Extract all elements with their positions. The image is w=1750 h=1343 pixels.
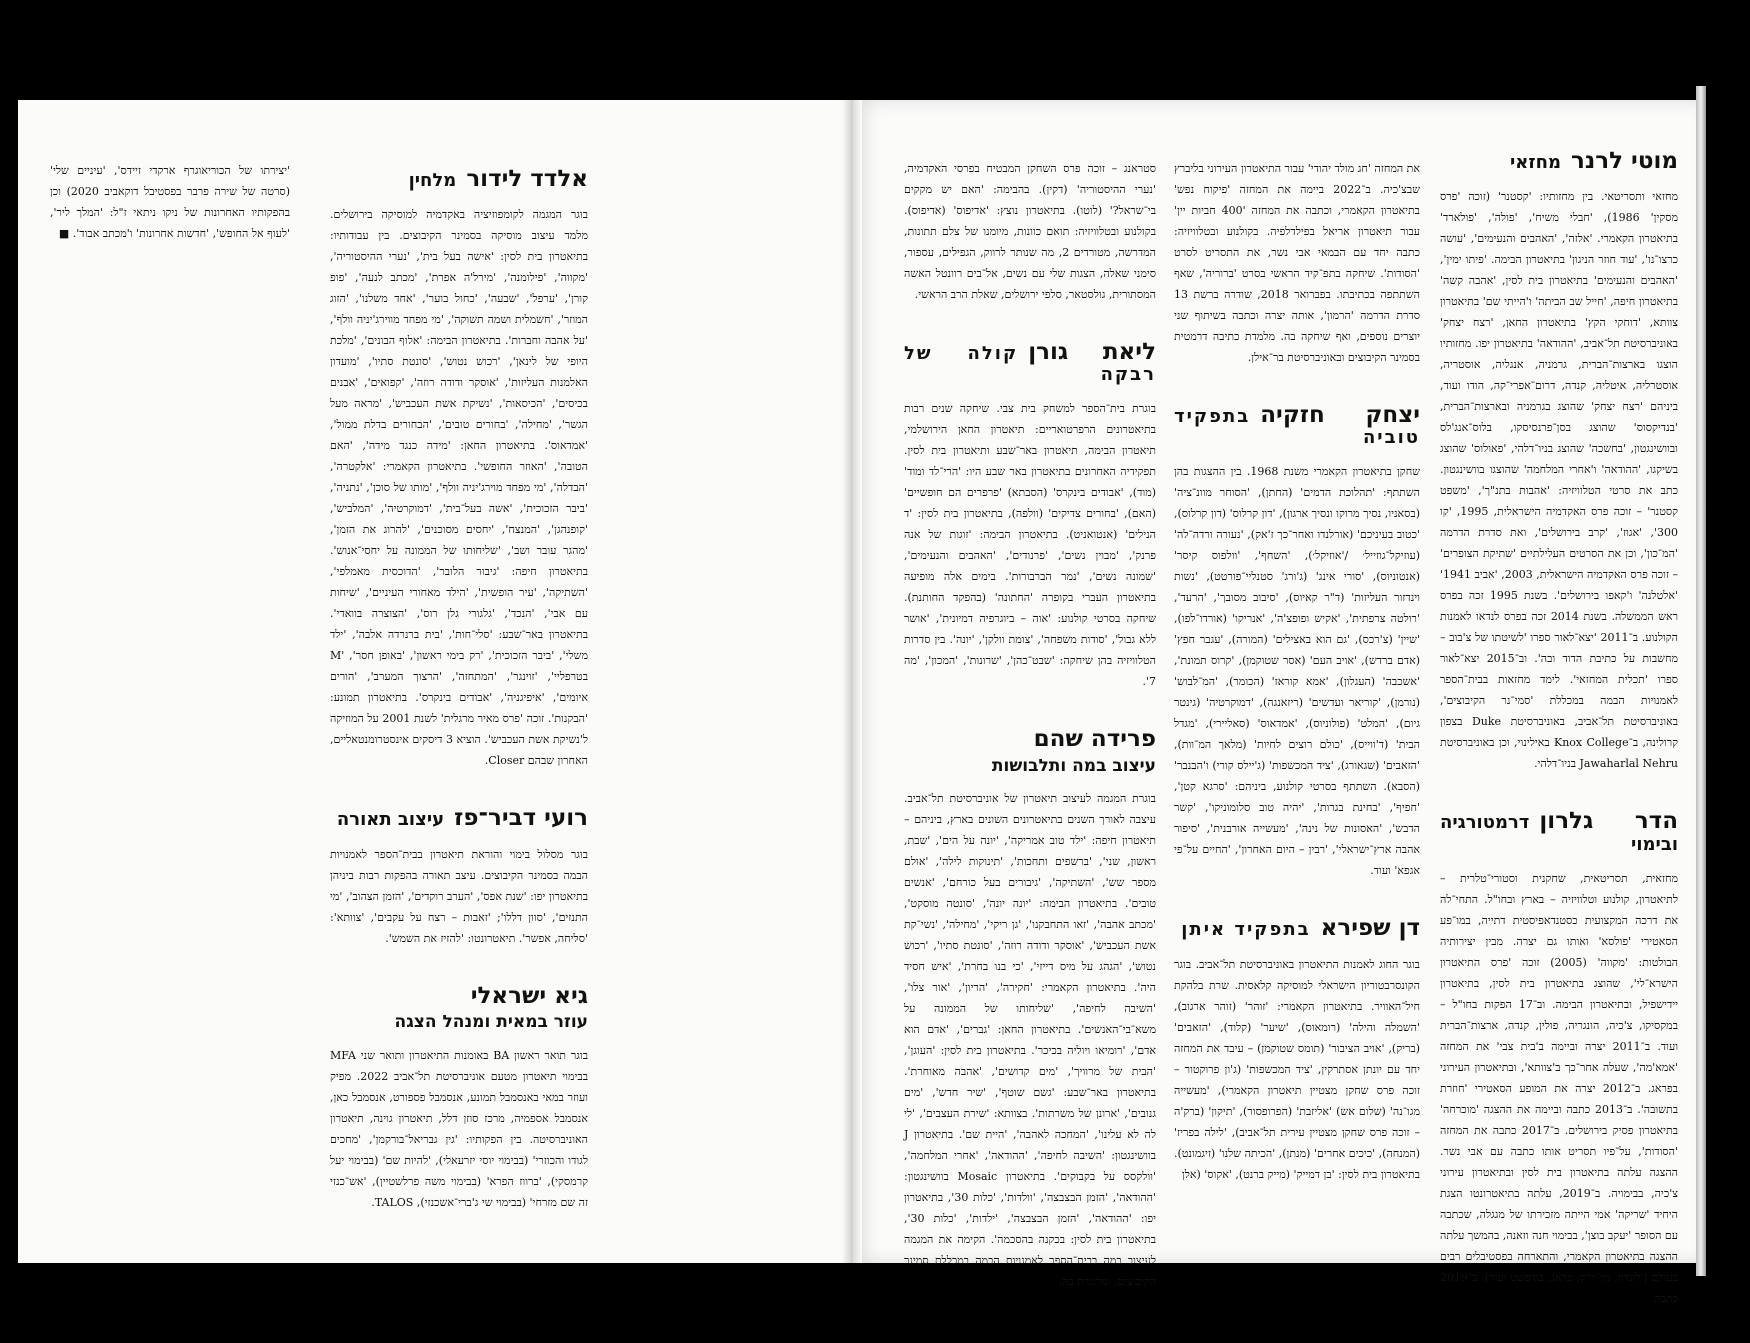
bio-text: בוגרת בית־הספר למשחק בית צבי. שיחקה שנים רבות בתיאטרונים הרפרטואריים: תיאטרון החאן הירושלמי, תיאטרון הבימה, תיאטרון באר־שבע ותיאטרון בית לסין. תפקידיה האחרונים בתיאטרון באר שבע היו: 'הרי־לד ומוד' (מוד), 'אבודים בינקרס' (הסבתא) 'פרפרים הם חופשיים' (האם), 'בחורים צדיקים' (וולפה), בתיאטרון בית לסין: 'ד הנילים' (אנטואניט). בתיאטרון הבימה: 'זוגות של אנה פרנק', 'מבוין נשים', 'פרנודים', 'האהבים והנעימים', 'שמונה נשים', 'נמר הברבורות'. בימים אלה מופיעה בתיאטרון העברי בקופרה 'החתונה' (בהפקד החותנת). שיחקה בסרטי קולנוע: 'אוה – ביוגרפיה דמיונית', 'אושר ללא גבול', 'סודות משפחה', 'צומת וולקן', 'יונה'. בין סדרות הטלוויזיה בהן שיחקה: 'שבט־כהן', 'שרונות', 'המכון', 'מה 7'. bbox=[904, 402, 1156, 689]
right-page-left-column bbox=[904, 158, 1156, 1326]
bio-role: קולה של רבקה bbox=[904, 343, 1156, 386]
bio-role: מלחין bbox=[408, 170, 457, 191]
bio-section bbox=[1440, 148, 1678, 774]
bio-text: בוגרת המגמה לעיצוב תיאטרון של אוניברסיטת תל־אביב. עיצבה לאורך השנים בתיאטרונים השונים בארץ, ביניהם – תיאטרון חיפה: 'ילד טוב אמריקה', 'יונה על הים', 'שבת, ראשון, שני', 'ברשפים ותחכות', 'תינוקות לילה', 'אולם מספר שש', 'השתיקה', 'גיבורים בעל כורחם', 'אנשים טובים'. בתיאטרון הבימה: 'יונה יונה', 'סונטה מוסקט', 'מכתב אהבה', 'זאו התחבקנו', 'גן ריקי', 'מחילה', 'נשי־קת אשת העכביש', 'אוסקר ודודה רוזה', 'סונטת סתיו', 'רכוש נטוש', 'הגהג על מיס דייזי', 'כי בנו בחרת', 'איש חסיד היה'. בתיאטרון הקאמרי: 'חקירה', 'הריון', 'אור צלו', 'השיבה לחיפה', 'שליחותו של הממונה על משא־בי־האנשים'. בתיאטרון החאן: 'גברים', 'אדם הוא אדם', 'רומיאו ויוליה בכיכר'. בתיאטרון בית לסין: 'העוגן', 'הבית של מרוויך', 'מים קדושים', 'אהבה מאוחרת'. בתיאטרון באר־שבע: 'גשם שוטף', 'שיר חדש', 'מים גנובים', 'ארונן של משרתות'. בצוותא: 'שירת העצבים', 'לי לה לא עלינו', 'המחכה לאהבה', 'היית שם'. בתיאטרון J בוושינגטון: 'השיבה לחיפה', 'ההודאה', 'אחרי המלחמה', 'וולקסס על בקבוקים'. בתיאטרון Mosaic בוושינגטון: 'ההודאה', 'הזמן הבצבצה', 'וולדות', 'כלות 30', בתיאטרון יפו: 'ההודאה', 'הזמן הבצבצה', 'ילדות', 'כלות 30', בתיאטרון בית לסין: בכקנה בהסכמה'. הקימה את המגמה לעיצוב במה בבית־הספר לאמנויות הבמה במכללת סמינר הקיבוצים, ומלמדת בה. bbox=[904, 792, 1156, 1289]
bio-name: רועי דביר־פז bbox=[454, 805, 588, 832]
bio-name: הדר גלרון bbox=[1539, 808, 1678, 835]
continued-section bbox=[1174, 158, 1420, 368]
bio-section bbox=[330, 983, 588, 1213]
continued-section bbox=[904, 158, 1156, 305]
bio-subtitle: עיצוב במה ותלבושות bbox=[991, 755, 1156, 776]
bio-role: מחזאי bbox=[1510, 152, 1562, 173]
bio-role: דרמטורגיה ובימוי bbox=[1440, 812, 1678, 855]
bio-name: פרידה שהם bbox=[1033, 726, 1156, 753]
bio-name: ליאת גורן bbox=[1028, 339, 1156, 365]
left-page-right-column bbox=[330, 166, 588, 1247]
bio-name: דן שפירא bbox=[1320, 915, 1420, 942]
bio-text: בוגר המגמה לקומפוזיציה באקדמיה למוסיקה בירושלים. מלמד עיצוב מוסיקה בסמינר הקיבוצים. בין עבודותיו: בתיאטרון בית לסין: 'אישה בעל בית', 'נערי ההיסטוריה', 'מקווה', 'פילומנה', 'מירל'ה אפרת', 'מכתב לנעה', 'פופ קורן', 'ערפל', 'שבעה', 'כחול בוער', 'אחד משלנו', 'הזוג המוזר', 'חשמלית ושמה תשוקה', 'מי מפחד מווירג'יניה וולף', 'על אהבה וחברות'. בתיאטרון הבימה: 'אלוף הבונים', 'מלכת היופי של לינאן', 'רכוש נטוש', 'סונטת סתיו', 'מועדון האלמנות העליזות', 'אוסקר ודודה רוזה', 'קפואים', 'אבנים בכיסים', 'הכיסאות', 'נשיקת אשת העכביש', 'מראה מעל הגשר', 'מחילה', 'בחורים טובים', 'הבחורים בדלת ממול', 'אמדאוס'. בתיאטרון החאן: 'מידה כנגד מידה', 'האם הטובה', 'האוזר החופשי'. בתיאטרון הקאמרי: 'אלקטרה', 'הבדלה', 'מי מפחד מוירג'יניה וולף', 'מותו של סוכן', 'נתניה', 'ביבר הזכוכית', 'אשה בעל־בית', 'דמוקרטיה', 'המלביש', 'קופנהגן', 'המנצח', 'יחסים מסוכנים', 'להרוג את הזמן', 'מהגר עובר ושב', 'שליחותו של הממונה על יחסי־אנוש'. בתיאטרון חיפה: 'גיבור הלובר', 'הדוכסית מאמלפי', 'השתיקה', 'עיר הופשית', 'הילד מאחורי העיניים', 'שיחות עם אבי', 'הנכד', 'גלגורי גלן רוס', 'הצוצרה בוואדי'. בתיאטרון באר־שבע: 'סלי־חות', 'בית ברנרדה אלבה', 'ילד משלי', 'ביבר הזכוכית', 'רק בימי ראשון', 'באופן חסר', 'M בטרפליי', 'זוינגר', 'המתחזה', 'הרצוך המערב', 'הורים איומים', 'איפיגניה', 'אבודים בינקרס'. בתיאטרון תמונע: 'הבקנות'. זוכה 'פרס מאיר מרגלית' לשנת 2001 על המוזיקה ל'נשיקת אשת העכביש'. הוציא 3 דיסקים אינסטרומנטאליים, האחרון שבהם Closer. bbox=[330, 208, 588, 768]
right-page-right-column bbox=[1440, 148, 1678, 1343]
bio-role: בתפקיד איתן bbox=[1181, 919, 1311, 941]
bio-text: מחזאי ותסריטאי. בין מחזותיו: 'קסטנר' (זוכה 'פרס מסקין' 1986), 'חבלי משיח', 'פולה', 'פולארד' בתיאטרון הקאמרי. 'אלזה', 'האהבים והנעימים', 'עושה כרצו־נו', 'עוד חוזר הניגון' בתיאטרון הבימה. 'פיתו ימין', 'האהבים והנעימים' בתיאטרון בית לסין, 'אהבה קשה' בתיאטרון חיפה, 'חייל שב הביתה' ו'הייתי שם' בתיאטרון צוותא, 'דוחקי הקץ' בתיאטרון החאן, 'רצח יצחק' באוניברסיטת תל־אביב, 'ההודאה' בתיאטרון יפו. מחזותיו הוצגו בארצות־הברית, גרמניה, אנגליה, אוסטריה, אוסטרליה, איטליה, קנדה, דרום־אפרי־קה, הודו ועוד, ביניהם 'רצח יצחק' שהוצג בגרמניה ובארצות־הברית, 'בנדיקסוס' שהוצג בסן־פרנסיסקו, בלוס־אנג'לס ובוושינגטון, 'בחשכה' שהוצג בניו־דלהי, 'פאולוס' שהוצג בשיקגו, 'ההודאה' ו'אחרי המלחמה' שהוצגו בוושינגטון. כתב את סרטי הטלוויזיה: 'אהבות בתנ"ך', 'משפט קסטנר' – זוכה פרס האקדמיה הישראלית, 1995, 'קו 300', 'אגוז', 'קרב בירושלים', ואת סדרת הדרמה 'המ־כון', וכן את הסרטים העלילתיים 'שתיקת הצופרים' – זוכה פרס האקדמיה הישראלית, 2003, 'אביב 1941' 'אלטלנה' ו'קאפו בירושלים'. בשנת 1995 זכה בפרס ראש הממשלה. בשנת 2014 זכה בפרס לנדאו לאמנות הקולנוע. ב־2011 'יצא־לאור ספרו 'לשיטתו של צ'בוב – מחשבות על כתיבת הדוד ובה'. וב־2015 יצא־לאור ספרו 'תכלית המחזאי'. לימד מחזאות בבית־הספר לאמנויות הבמה במכללת 'סמי־נר הקיבוצים', באוניברסיטת תל־אביב, באוניברסיטת Duke בצפון קרולינה, ב־Knox College באילינוי, וכן באוניברסיטת Jawaharlal Nehru בניו־דלהי. bbox=[1440, 190, 1679, 771]
bio-section bbox=[330, 166, 588, 771]
continued-text: את המחזה 'חג מולד יהודי' עבור התיאטרון העירוני בליברץ שבצ'כיה. ב־2022 ביימה את המחזה 'פיקוח נפש' בתיאטרון הקאמרי, וכתבה את המחזה '400 חביות יין' עבור תיאטרון אריאל בפילדלפיה. בקולנוע ובטלוויזיה: כתבה יחד עם הבמאי אבי נשר, את התסריט לסרט 'הסודות'. שיחקה בתפ־קיד הראשי בסרט 'ברוריה', שאף השתתפה בכתיבתו. בפברואר 2018, שודרה ברשת 13 סדרת הדרמה 'הרמון', אותה יצרה וכתבה בשיתוף שני יוצרים נוספים, ואף שיחקה בה. מלמדת כתיבה דרמטית בסמינר הקיבוצים ובאוניברסיטת בר־אילן. bbox=[1173, 162, 1421, 364]
bio-subtitle: עוזר במאית ומנהל הצגה bbox=[394, 1012, 588, 1033]
bio-role: עיצוב תאורה bbox=[336, 809, 445, 831]
bio-text: בוגר מסלול בימוי והוראת תיאטרון בבית־הספר לאמנויות הבמה בסמינר הקיבוצים. עיצב תאורה בהפקות רבות ביניהן בתיאטרון יפו: 'שנת אפס', 'הערב רוקדים', 'הזמן הצהוב', 'מי התנזים', 'סוון דללו'; 'זאבות – רצח על עקבים', 'צוותא': 'סליחה, אפשר'. תיאטרונטו: 'להזיז את השמש'. bbox=[330, 847, 588, 945]
continued-text: 'יצירתו של הכוריאוגרף ארקדי זיידס', 'עיניים שלי' (סרטה של שירה פרבר בפסטיבל דוקאביב 2020) וכן בהפקותיו האחרונות של ניקו ניתאי ז"ל: 'המלך ליר', 'לעוף אל החופש', 'חדשות אחרונות' ו'מכתב אבוד'. ■ bbox=[50, 164, 290, 240]
bio-section bbox=[1174, 915, 1420, 1184]
bio-name: גיא ישראלי bbox=[470, 982, 588, 1009]
bio-section bbox=[330, 805, 588, 948]
bio-text: בוגר תואר ראשון BA באומנות התיאטרון ותואר שני MFA בבימוי תיאטרון מטעם אוניברסיטת תל־אביב 2022. מפיק ועוזר במאי באנסמבל תמונע, אנסמבל פספורט, אנסמבל כאן, אנסמבל אספמיה, מרכז סוזן דלל, תיאטרון גוינה, תיאטרון האוניברסיטה. בין הפקותיו: 'גין גבריאל־בורקמן', 'מחכים לגודו והכוזרי' (בבימוי יוסי יזרעאלי), 'להיות שם' (בבימוי יעל קרמסקי), 'ברווז הפרא' (בבימוי משה פרלשטיין), 'אש־כנזי זה שם מזרחי' (בבימוי שי ג'ברי־אשכנזי), TALOS. bbox=[330, 1048, 588, 1209]
left-page bbox=[18, 100, 850, 1263]
bio-section bbox=[904, 339, 1156, 692]
right-page-middle-column bbox=[1174, 158, 1420, 1219]
continued-text: סטראנג – זוכה פרס השחקן המבטיח בפרסי האקדמיה, 'נערי ההיסטוריה' (דקין). בהבימה: 'האם יש מקקים בי־שראל?' (לוטו). בתיאטרון נוצץ: 'אדיפוס' (אדיפוס). בקולנוע ובטלוויזיה: תואם כוונות, מיומנו של צלם תתונות, המדרשה, מטורדים 2, מה שנותר לרווק, הגפילים, עספור, סימני שאלה, הצגות שלי עם נשים, אל־בים רוונטל האשה המסתורית, גולסטאר, סלפי ירושלים, שאלת הרב הראשי. bbox=[904, 162, 1156, 301]
bio-section bbox=[1440, 808, 1678, 1308]
bio-text: מחזאית, תסריטאית, שחקנית וסטורי־טלרית – לתיאטרון, קולנוע וטלוויזיה – בארץ ובחו"ל. התחי־לה את דרכה המקצועית כסטנדאפיסטית דתייה, במו־פע הסאטירי 'פולסא' ואותו גם יצרה. מבין יצירותיה הבולטות: 'מקווה' (2005) זוכה 'פרס התיאטרון הישרא־לי', שהוצג בתיאטרון בית לסין, בתיאטרון יידישפיל, ובתיאטרון הבימה. וב־17 הפקות בחו"ל – במקסיקו, צ'כיה, הונגריה, פולין, קנדה, ארצות־הברית ועוד. ב־2011 יצרה וביימה ב'בית צבי' את המחזה 'אמא'מה', שעלה אחר־כך ב'צוותא', ובתיאטרון העירוני בפראג. ב־2012 יצרה את המופע הסאטירי 'חוזרת בתשובה'. ב־2013 כתבה וביימה את ההצגה 'מוכרחה' בתיאטרון פסיק בירושלים. ב־2017 כתבה את המחזה 'הסודות', על־פיו תסריט אותו כתבה עם אבי נשר. ההצגה עלתה בתיאטרון בית לסין ובתיאטרון עירוני צ'כיה, בבימויה. ב־2019, עלתה בתיאטרונטו הצגת היחיד 'שריקה' אמי הייתה מזכירתו של מגגלה, שכתבה עם הסופר 'יעקב בוצן', בבימוי חנה וזאנה, בהמשך עלתה ההצגה בתיאטרון הקאמרי, והתארחה בפסטיבלים רבים בעולם ('לונדון, ניו־יורק, פראג, בודפשט ועוד). ב־2019 כתבה bbox=[1440, 871, 1679, 1305]
bio-name: מוטי לרנר bbox=[1571, 148, 1678, 174]
right-page bbox=[850, 100, 1696, 1305]
page-edge bbox=[1696, 86, 1706, 1276]
bio-role: בתפקיד טוביה bbox=[1174, 406, 1420, 449]
bio-name: אלדד לידור bbox=[466, 166, 588, 192]
bio-text: שחקן בתיאטרון הקאמרי משנת 1968. בין ההצגות בהן השתתף: 'תהלוכת הדמים' (החתן), 'הסוחר מוונ־ציה' (בסאניו, נסיך מרוקו ונסיך ארגון), 'דון קרלוס' (דון קרלוס), 'כטוב בעיניכם' (אורלנדו ואחר־כך ז'אק), 'נעורה ורדה־לה' (עוזיקל־גוזייל׳ /'אוזיקל׳), 'השחף', 'וולפוס קיסר' (אנטוניוס), 'סורי אינג' (ג'ורג' סטנליי־פורטט), 'נשות וינדזור העליזות' (ד"ר קאיוס), 'סיבוב מסובך', 'הרעד', 'רולטה צרפתית', 'אקיש ופופצ'ה', 'אנריקו' (אורדו־לפו), 'שיין' (צ'רכס), 'גם הוא באצילים' (המורה), 'עגבר חפץ' (אדם ברדש), 'אויב העם' (אסר שטוקמן), 'קרוס תמונת', 'אשכבה' (העגלון), 'אמא קוראז' (הכומר), 'המ־לבוש' (נורמן), 'קוריאר ועדשים' (ריזאנגה), 'דמוקרטיה' (גינטר גיום), 'המלט' (פולוניוס), 'אמדאוס' (סאליירי), 'מגדל הבית' (ד'ווייס), 'כולם רוצים לחיות' (מלאך המ־וות), 'הזאבים' (שגאורג), 'ציד המכשפות' (ג'יילס קורי) ו'הבנבר' (הסבא). השתתף בסרטי קולנוע, ביניהם: 'סרגא קטן', 'חפיף', 'בחינת בגרות', 'יהיה טוב סלומוניקו', 'קשר הדבש', 'האסונות של נינה', 'מעשייה אורבנית', 'סיפור אהבה ארץ־ישראלי', 'רבין – היום האחרון', 'החיים על־פי אגפא' ועוד. bbox=[1174, 465, 1420, 878]
page-gutter bbox=[842, 100, 862, 1263]
bio-section bbox=[1174, 402, 1420, 881]
magazine-spread bbox=[18, 100, 1696, 1305]
bio-section bbox=[904, 726, 1156, 1292]
bio-name: יצחק חזקיה bbox=[1260, 402, 1420, 428]
left-page-left-column bbox=[50, 160, 290, 244]
bio-text: בוגר החוג לאמנות התיאטרון באוניברסיטת תל־אביב. בוגר הקונסרבטוריון הישראלי למוסיקה קלאסית. שרת בלהקת חיל־האוויר. בתיאטרון הקאמרי: 'זוהר' (זוהר ארגוב), 'השמלה והילה' (רומאוס), 'שיער' (קלוד), 'הזאבים' (בריק), 'אויב הציבור' (תומס שטוקמן) – עיבד את המחזה יחד עם יונתן אסתרקין, 'ציד המכשפות' (ג'ון פרוקטור – זוכה פרס שחקן מצטיין תיאטרון הקאמרי), 'מעשייה מגו־נה' (שלום אש) 'אליזבת' (הפרופסור), 'תיקון' (ברק'ה – זוכה פרס שחקן מצטיין עירית תל־אביב), 'לילה בפריז' (המנחה), 'כיכים אחרים' (מנתן), 'הכיתה שלנו' (זיגמונט). בתיאטרון בית לסין: 'בן דמייק' (מייק ברנט), 'אקוס' (אלן bbox=[1174, 957, 1420, 1181]
